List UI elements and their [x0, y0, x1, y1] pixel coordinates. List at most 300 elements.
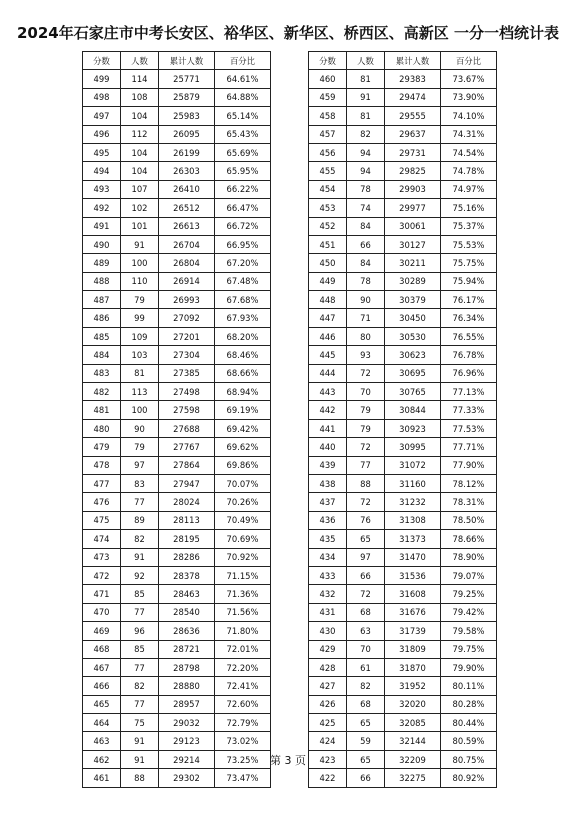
percent-cell: 71.56%: [215, 603, 271, 621]
cumulative-cell: 26993: [159, 291, 215, 309]
cumulative-cell: 28286: [159, 548, 215, 566]
table-row: [83, 107, 271, 125]
percent-cell: 77.71%: [441, 438, 497, 456]
table-row: [309, 456, 497, 474]
score-cell: 474: [83, 530, 121, 548]
score-cell: 469: [83, 622, 121, 640]
count-cell: 104: [121, 143, 159, 161]
cumulative-cell: 26804: [159, 254, 215, 272]
score-cell: 431: [309, 603, 347, 621]
cumulative-cell: 27864: [159, 456, 215, 474]
count-cell: 91: [121, 750, 159, 768]
score-cell: 483: [83, 364, 121, 382]
percent-cell: 64.61%: [215, 70, 271, 88]
count-cell: 97: [347, 548, 385, 566]
cumulative-cell: 31608: [385, 585, 441, 603]
table-row: [309, 714, 497, 732]
percent-cell: 75.37%: [441, 217, 497, 235]
count-cell: 92: [121, 566, 159, 584]
percent-cell: 66.72%: [215, 217, 271, 235]
count-cell: 91: [121, 235, 159, 253]
count-cell: 91: [121, 732, 159, 750]
percent-cell: 80.75%: [441, 750, 497, 768]
count-cell: 79: [347, 401, 385, 419]
table-row: [83, 511, 271, 529]
score-cell: 422: [309, 769, 347, 787]
table-row: [309, 291, 497, 309]
count-cell: 97: [121, 456, 159, 474]
cumulative-cell: 26410: [159, 180, 215, 198]
score-cell: 499: [83, 70, 121, 88]
percent-cell: 65.69%: [215, 143, 271, 161]
score-cell: 452: [309, 217, 347, 235]
count-cell: 112: [121, 125, 159, 143]
table-row: [83, 180, 271, 198]
count-cell: 75: [121, 714, 159, 732]
count-cell: 72: [347, 438, 385, 456]
page-title: 2024年石家庄市中考长安区、裕华区、新华区、桥西区、高新区 一分一档统计表: [17, 24, 559, 42]
score-cell: 436: [309, 511, 347, 529]
percent-cell: 79.42%: [441, 603, 497, 621]
score-cell: 458: [309, 107, 347, 125]
cumulative-cell: 26199: [159, 143, 215, 161]
score-cell: 435: [309, 530, 347, 548]
score-cell: 460: [309, 70, 347, 88]
table-row: [83, 125, 271, 143]
count-cell: 77: [121, 603, 159, 621]
score-cell: 467: [83, 658, 121, 676]
score-cell: 425: [309, 714, 347, 732]
count-cell: 78: [347, 272, 385, 290]
table-row: [309, 769, 497, 787]
score-cell: 453: [309, 199, 347, 217]
count-cell: 71: [347, 309, 385, 327]
header-cumulative: 累计人数: [385, 52, 441, 70]
cumulative-cell: 26095: [159, 125, 215, 143]
cumulative-cell: 29214: [159, 750, 215, 768]
table-row: [83, 272, 271, 290]
table-row: [83, 419, 271, 437]
score-cell: 472: [83, 566, 121, 584]
percent-cell: 77.33%: [441, 401, 497, 419]
count-cell: 102: [121, 199, 159, 217]
cumulative-cell: 31373: [385, 530, 441, 548]
table-row: [83, 162, 271, 180]
count-cell: 83: [121, 474, 159, 492]
count-cell: 108: [121, 88, 159, 106]
cumulative-cell: 31232: [385, 493, 441, 511]
count-cell: 77: [121, 695, 159, 713]
count-cell: 72: [347, 364, 385, 382]
percent-cell: 78.31%: [441, 493, 497, 511]
percent-cell: 79.90%: [441, 658, 497, 676]
percent-cell: 69.42%: [215, 419, 271, 437]
cumulative-cell: 29977: [385, 199, 441, 217]
score-cell: 475: [83, 511, 121, 529]
table-row: [83, 658, 271, 676]
count-cell: 80: [347, 327, 385, 345]
cumulative-cell: 25771: [159, 70, 215, 88]
percent-cell: 69.62%: [215, 438, 271, 456]
count-cell: 79: [121, 438, 159, 456]
score-cell: 473: [83, 548, 121, 566]
table-row: [309, 327, 497, 345]
cumulative-cell: 27201: [159, 327, 215, 345]
score-cell: 489: [83, 254, 121, 272]
table-row: [83, 383, 271, 401]
count-cell: 91: [121, 548, 159, 566]
table-row: [309, 566, 497, 584]
table-row: [309, 125, 497, 143]
count-cell: 79: [121, 291, 159, 309]
count-cell: 81: [347, 107, 385, 125]
count-cell: 96: [121, 622, 159, 640]
score-cell: 444: [309, 364, 347, 382]
header-score: 分数: [83, 52, 121, 70]
score-cell: 427: [309, 677, 347, 695]
cumulative-cell: 30923: [385, 419, 441, 437]
score-cell: 466: [83, 677, 121, 695]
count-cell: 89: [121, 511, 159, 529]
percent-cell: 70.69%: [215, 530, 271, 548]
table-row: [309, 143, 497, 161]
cumulative-cell: 28798: [159, 658, 215, 676]
percent-cell: 72.79%: [215, 714, 271, 732]
percent-cell: 68.66%: [215, 364, 271, 382]
score-cell: 477: [83, 474, 121, 492]
cumulative-cell: 31470: [385, 548, 441, 566]
score-cell: 461: [83, 769, 121, 787]
score-cell: 447: [309, 309, 347, 327]
score-cell: 493: [83, 180, 121, 198]
count-cell: 107: [121, 180, 159, 198]
table-row: [309, 511, 497, 529]
count-cell: 109: [121, 327, 159, 345]
count-cell: 90: [347, 291, 385, 309]
table-row: [83, 143, 271, 161]
table-row: [83, 548, 271, 566]
count-cell: 100: [121, 401, 159, 419]
table-row: [309, 180, 497, 198]
cumulative-cell: 30379: [385, 291, 441, 309]
cumulative-cell: 29302: [159, 769, 215, 787]
page-number: 第 3 页: [270, 754, 306, 767]
cumulative-cell: 30623: [385, 346, 441, 364]
percent-cell: 80.59%: [441, 732, 497, 750]
count-cell: 100: [121, 254, 159, 272]
count-cell: 82: [121, 530, 159, 548]
table-row: [309, 622, 497, 640]
cumulative-cell: 27498: [159, 383, 215, 401]
percent-cell: 72.41%: [215, 677, 271, 695]
count-cell: 77: [121, 658, 159, 676]
count-cell: 61: [347, 658, 385, 676]
cumulative-cell: 29637: [385, 125, 441, 143]
cumulative-cell: 31870: [385, 658, 441, 676]
cumulative-cell: 27947: [159, 474, 215, 492]
cumulative-cell: 32209: [385, 750, 441, 768]
count-cell: 72: [347, 585, 385, 603]
count-cell: 82: [121, 677, 159, 695]
cumulative-cell: 29474: [385, 88, 441, 106]
score-cell: 482: [83, 383, 121, 401]
percent-cell: 78.50%: [441, 511, 497, 529]
table-row: [309, 70, 497, 88]
cumulative-cell: 25879: [159, 88, 215, 106]
score-cell: 492: [83, 199, 121, 217]
count-cell: 94: [347, 162, 385, 180]
score-cell: 470: [83, 603, 121, 621]
cumulative-cell: 27304: [159, 346, 215, 364]
score-cell: 498: [83, 88, 121, 106]
score-cell: 495: [83, 143, 121, 161]
percent-cell: 75.75%: [441, 254, 497, 272]
cumulative-cell: 27688: [159, 419, 215, 437]
cumulative-cell: 30844: [385, 401, 441, 419]
score-cell: 424: [309, 732, 347, 750]
table-row: [309, 107, 497, 125]
percent-cell: 76.78%: [441, 346, 497, 364]
table-row: [83, 88, 271, 106]
count-cell: 101: [121, 217, 159, 235]
cumulative-cell: 32275: [385, 769, 441, 787]
table-row: [83, 585, 271, 603]
count-cell: 91: [347, 88, 385, 106]
cumulative-cell: 28957: [159, 695, 215, 713]
table-row: [309, 585, 497, 603]
score-cell: 478: [83, 456, 121, 474]
score-cell: 448: [309, 291, 347, 309]
table-row: [83, 364, 271, 382]
cumulative-cell: 28540: [159, 603, 215, 621]
cumulative-cell: 29903: [385, 180, 441, 198]
cumulative-cell: 28721: [159, 640, 215, 658]
count-cell: 103: [121, 346, 159, 364]
count-cell: 59: [347, 732, 385, 750]
score-cell: 496: [83, 125, 121, 143]
table-row: [309, 658, 497, 676]
header-percent: 百分比: [215, 52, 271, 70]
cumulative-cell: 31739: [385, 622, 441, 640]
percent-cell: 67.48%: [215, 272, 271, 290]
score-table-left: [82, 51, 271, 788]
table-body-right: [309, 70, 497, 787]
count-cell: 77: [121, 493, 159, 511]
cumulative-cell: 30061: [385, 217, 441, 235]
cumulative-cell: 28636: [159, 622, 215, 640]
cumulative-cell: 30211: [385, 254, 441, 272]
percent-cell: 77.13%: [441, 383, 497, 401]
score-cell: 456: [309, 143, 347, 161]
count-cell: 90: [121, 419, 159, 437]
table-row: [83, 438, 271, 456]
cumulative-cell: 29383: [385, 70, 441, 88]
cumulative-cell: 30995: [385, 438, 441, 456]
cumulative-cell: 29825: [385, 162, 441, 180]
table-row: [309, 309, 497, 327]
table-row: [83, 346, 271, 364]
table-row: [83, 291, 271, 309]
count-cell: 70: [347, 383, 385, 401]
cumulative-cell: 32144: [385, 732, 441, 750]
percent-cell: 75.16%: [441, 199, 497, 217]
percent-cell: 77.53%: [441, 419, 497, 437]
count-cell: 110: [121, 272, 159, 290]
score-cell: 433: [309, 566, 347, 584]
score-cell: 440: [309, 438, 347, 456]
cumulative-cell: 31072: [385, 456, 441, 474]
table-row: [309, 88, 497, 106]
percent-cell: 71.36%: [215, 585, 271, 603]
table-row: [309, 364, 497, 382]
percent-cell: 69.86%: [215, 456, 271, 474]
table-row: [83, 603, 271, 621]
cumulative-cell: 31952: [385, 677, 441, 695]
count-cell: 66: [347, 769, 385, 787]
cumulative-cell: 27092: [159, 309, 215, 327]
score-cell: 465: [83, 695, 121, 713]
count-cell: 65: [347, 714, 385, 732]
table-row: [83, 327, 271, 345]
score-cell: 449: [309, 272, 347, 290]
score-cell: 446: [309, 327, 347, 345]
table-row: [83, 235, 271, 253]
cumulative-cell: 32020: [385, 695, 441, 713]
table-row: [309, 162, 497, 180]
count-cell: 79: [347, 419, 385, 437]
table-row: [83, 714, 271, 732]
cumulative-cell: 27385: [159, 364, 215, 382]
score-cell: 430: [309, 622, 347, 640]
table-row: [309, 603, 497, 621]
score-cell: 445: [309, 346, 347, 364]
table-row: [83, 199, 271, 217]
cumulative-cell: 31676: [385, 603, 441, 621]
score-cell: 451: [309, 235, 347, 253]
score-cell: 486: [83, 309, 121, 327]
score-cell: 450: [309, 254, 347, 272]
score-cell: 481: [83, 401, 121, 419]
percent-cell: 67.20%: [215, 254, 271, 272]
score-cell: 423: [309, 750, 347, 768]
cumulative-cell: 28378: [159, 566, 215, 584]
percent-cell: 79.58%: [441, 622, 497, 640]
table-row: [309, 235, 497, 253]
count-cell: 104: [121, 107, 159, 125]
cumulative-cell: 31536: [385, 566, 441, 584]
percent-cell: 68.94%: [215, 383, 271, 401]
cumulative-cell: 25983: [159, 107, 215, 125]
table-row: [309, 695, 497, 713]
percent-cell: 73.47%: [215, 769, 271, 787]
score-cell: 459: [309, 88, 347, 106]
count-cell: 85: [121, 585, 159, 603]
cumulative-cell: 28195: [159, 530, 215, 548]
count-cell: 84: [347, 217, 385, 235]
cumulative-cell: 30695: [385, 364, 441, 382]
table-row: [309, 199, 497, 217]
percent-cell: 65.43%: [215, 125, 271, 143]
percent-cell: 80.11%: [441, 677, 497, 695]
count-cell: 88: [121, 769, 159, 787]
score-cell: 441: [309, 419, 347, 437]
percent-cell: 75.53%: [441, 235, 497, 253]
table-row: [309, 548, 497, 566]
percent-cell: 76.17%: [441, 291, 497, 309]
percent-cell: 70.92%: [215, 548, 271, 566]
count-cell: 76: [347, 511, 385, 529]
score-cell: 426: [309, 695, 347, 713]
header-count: 人数: [347, 52, 385, 70]
cumulative-cell: 28024: [159, 493, 215, 511]
cumulative-cell: 26512: [159, 199, 215, 217]
score-cell: 463: [83, 732, 121, 750]
percent-cell: 73.67%: [441, 70, 497, 88]
percent-cell: 73.90%: [441, 88, 497, 106]
percent-cell: 67.68%: [215, 291, 271, 309]
cumulative-cell: 30127: [385, 235, 441, 253]
table-row: [309, 419, 497, 437]
table-header-row: [83, 52, 271, 70]
count-cell: 104: [121, 162, 159, 180]
score-cell: 429: [309, 640, 347, 658]
table-row: [83, 493, 271, 511]
percent-cell: 78.66%: [441, 530, 497, 548]
percent-cell: 65.95%: [215, 162, 271, 180]
cumulative-cell: 30450: [385, 309, 441, 327]
score-cell: 479: [83, 438, 121, 456]
cumulative-cell: 32085: [385, 714, 441, 732]
cumulative-cell: 26704: [159, 235, 215, 253]
count-cell: 99: [121, 309, 159, 327]
percent-cell: 78.12%: [441, 474, 497, 492]
score-cell: 428: [309, 658, 347, 676]
table-row: [83, 640, 271, 658]
table-row: [83, 677, 271, 695]
table-row: [309, 530, 497, 548]
score-table-right: [308, 51, 497, 788]
table-row: [83, 566, 271, 584]
table-row: [309, 640, 497, 658]
count-cell: 66: [347, 235, 385, 253]
table-row: [309, 217, 497, 235]
table-body-left: [83, 70, 271, 787]
table-row: [83, 474, 271, 492]
score-cell: 438: [309, 474, 347, 492]
count-cell: 81: [121, 364, 159, 382]
percent-cell: 80.44%: [441, 714, 497, 732]
count-cell: 72: [347, 493, 385, 511]
cumulative-cell: 29032: [159, 714, 215, 732]
score-cell: 434: [309, 548, 347, 566]
count-cell: 68: [347, 603, 385, 621]
count-cell: 85: [121, 640, 159, 658]
score-cell: 455: [309, 162, 347, 180]
table-row: [83, 732, 271, 750]
count-cell: 82: [347, 677, 385, 695]
count-cell: 68: [347, 695, 385, 713]
table-row: [309, 272, 497, 290]
percent-cell: 73.02%: [215, 732, 271, 750]
percent-cell: 79.07%: [441, 566, 497, 584]
percent-cell: 71.15%: [215, 566, 271, 584]
percent-cell: 80.92%: [441, 769, 497, 787]
percent-cell: 79.25%: [441, 585, 497, 603]
table-row: [83, 254, 271, 272]
score-cell: 497: [83, 107, 121, 125]
header-count: 人数: [121, 52, 159, 70]
table-row: [83, 695, 271, 713]
